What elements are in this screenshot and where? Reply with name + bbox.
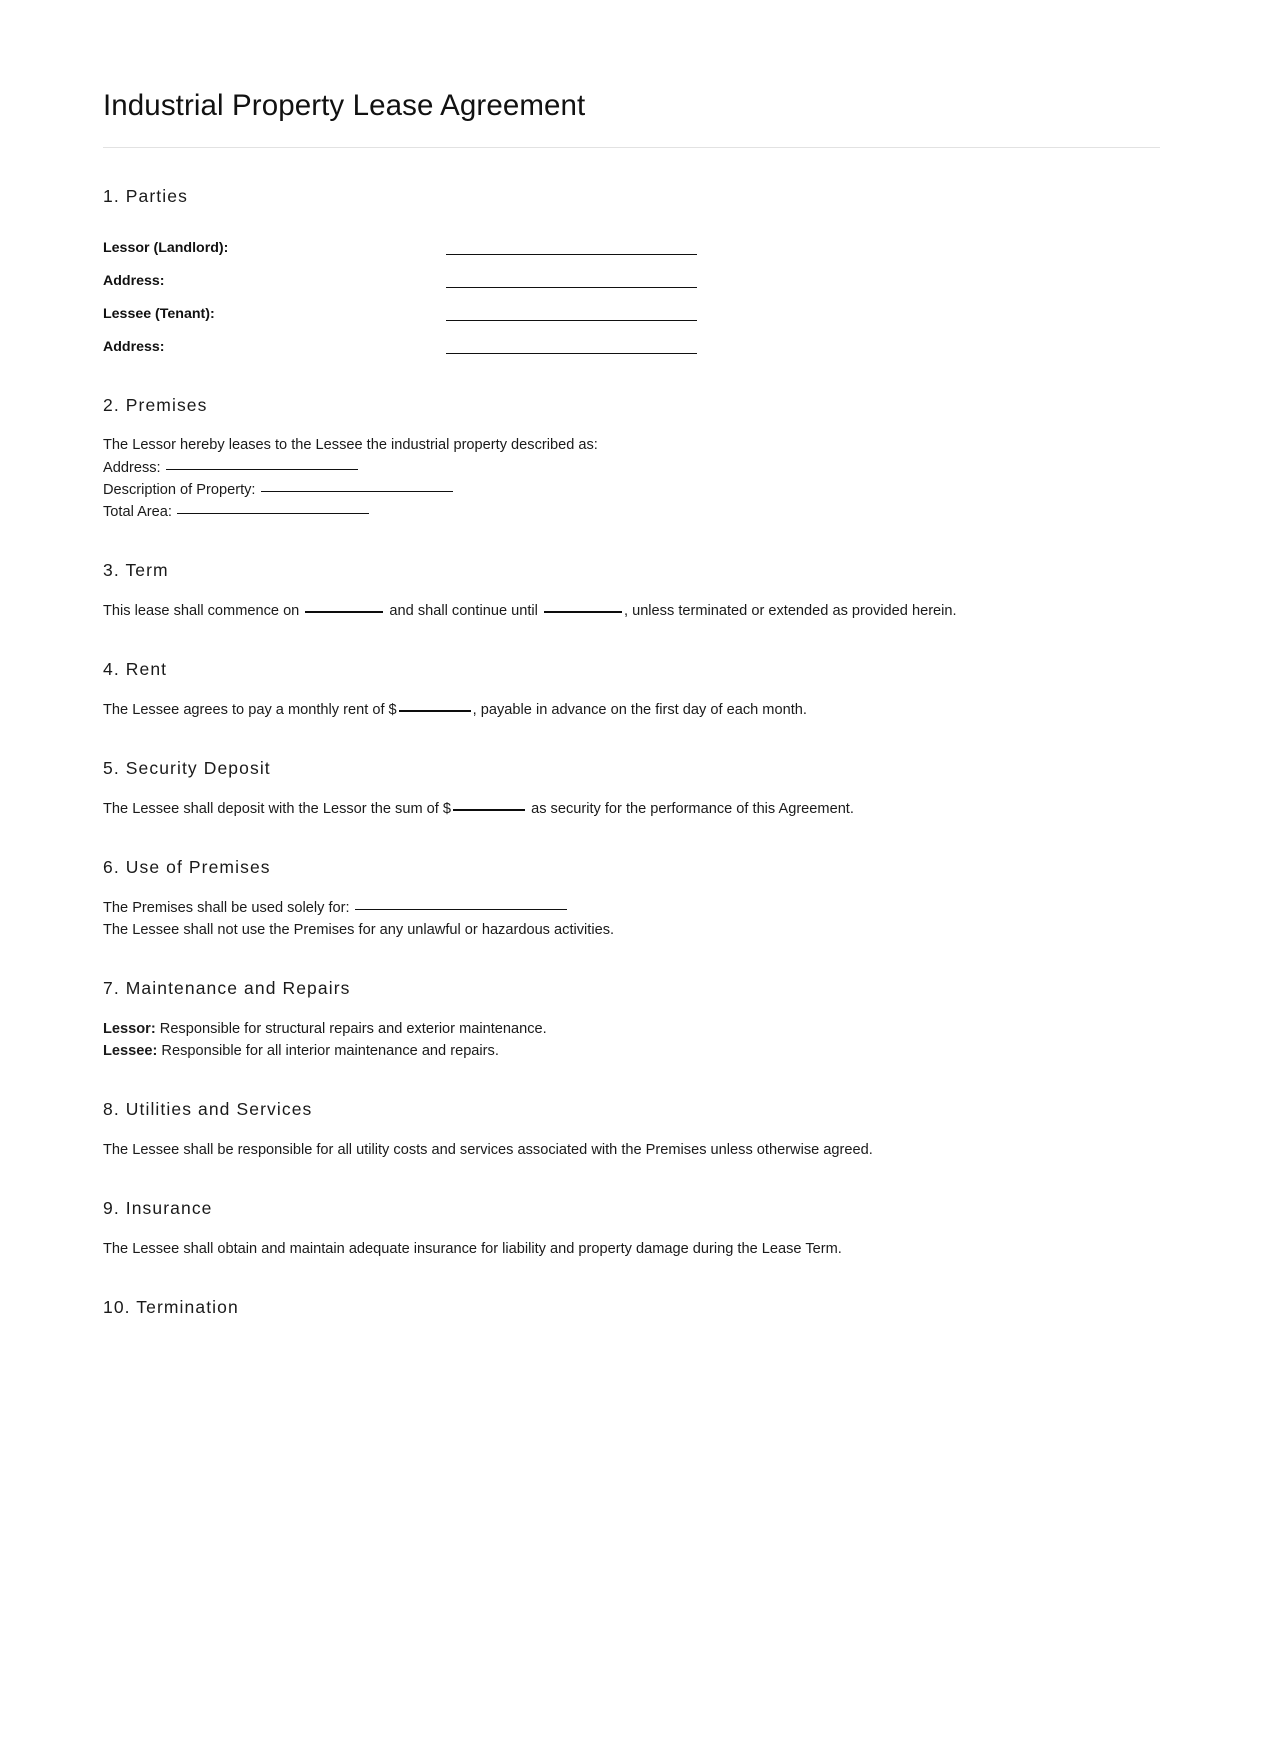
lessee-tenant-label: Lessee (Tenant): xyxy=(103,305,215,322)
blank-rule xyxy=(446,254,697,255)
term-text-a: This lease shall commence on xyxy=(103,602,300,619)
section-parties xyxy=(103,185,1160,358)
term-text xyxy=(103,600,1160,622)
section-heading-termination: 10. Termination xyxy=(103,1296,239,1317)
term-end-date-blank[interactable] xyxy=(544,611,622,613)
document-body xyxy=(103,88,1160,1319)
table-row xyxy=(103,292,697,325)
use-of-premises-restriction: The Lessee shall not use the Premises for any unlawful or hazardous activities. xyxy=(103,921,615,938)
use-of-premises-blank[interactable] xyxy=(355,909,567,910)
security-deposit-text-b: as security for the performance of this Agreement. xyxy=(531,800,854,817)
premises-area-label: Total Area: xyxy=(103,503,172,520)
security-deposit-text xyxy=(103,798,1160,820)
security-deposit-text-a: The Lessee shall deposit with the Lessor the sum of $ xyxy=(103,800,452,817)
table-row xyxy=(103,259,697,292)
premises-intro: The Lessor hereby leases to the Lessee the industrial property described as: xyxy=(103,437,598,454)
table-row xyxy=(103,325,697,358)
lessee-address-field[interactable] xyxy=(446,325,697,358)
premises-area-line xyxy=(103,501,1160,523)
section-utilities-and-services xyxy=(103,1098,1160,1161)
section-maintenance-and-repairs xyxy=(103,977,1160,1062)
section-heading-term: 3. Term xyxy=(103,560,169,581)
use-of-premises-label: The Premises shall be used solely for: xyxy=(103,899,350,916)
section-heading-parties: 1. Parties xyxy=(103,185,188,206)
lessee-address-label: Address: xyxy=(103,338,165,355)
lessor-landlord-label: Lessor (Landlord): xyxy=(103,239,229,256)
premises-description-line xyxy=(103,479,1160,501)
section-heading-rent: 4. Rent xyxy=(103,658,168,679)
section-premises xyxy=(103,394,1160,523)
section-term xyxy=(103,559,1160,622)
blank-rule xyxy=(446,320,697,321)
section-heading-use-of-premises: 6. Use of Premises xyxy=(103,856,271,877)
lessor-landlord-field[interactable] xyxy=(446,226,697,259)
section-use-of-premises xyxy=(103,856,1160,941)
section-security-deposit xyxy=(103,757,1160,820)
section-termination xyxy=(103,1296,1160,1319)
use-of-premises-line xyxy=(103,897,1160,919)
section-insurance xyxy=(103,1197,1160,1260)
section-heading-security-deposit: 5. Security Deposit xyxy=(103,757,271,778)
premises-description-label: Description of Property: xyxy=(103,481,256,498)
maintenance-lessor-label: Lessor: xyxy=(103,1020,156,1037)
premises-address-blank[interactable] xyxy=(166,469,358,470)
lessee-tenant-field[interactable] xyxy=(446,292,697,325)
rent-text-a: The Lessee agrees to pay a monthly rent of $ xyxy=(103,701,397,718)
rent-text xyxy=(103,699,1160,721)
parties-table xyxy=(103,226,697,358)
lessor-address-field[interactable] xyxy=(446,259,697,292)
section-heading-premises: 2. Premises xyxy=(103,394,208,415)
blank-rule xyxy=(446,287,697,288)
premises-address-line xyxy=(103,457,1160,479)
section-heading-insurance: 9. Insurance xyxy=(103,1197,213,1218)
premises-address-label: Address: xyxy=(103,459,161,476)
lessor-address-label: Address: xyxy=(103,272,165,289)
term-text-b: and shall continue until xyxy=(389,602,538,619)
term-text-c: , unless terminated or extended as provided herein. xyxy=(623,602,957,619)
term-commence-date-blank[interactable] xyxy=(305,611,383,613)
section-heading-maintenance-and-repairs: 7. Maintenance and Repairs xyxy=(103,977,351,998)
rent-text-b: , payable in advance on the first day of each month. xyxy=(472,701,807,718)
maintenance-lessee-line xyxy=(103,1040,1160,1062)
maintenance-lessor-line xyxy=(103,1018,1160,1040)
blank-rule xyxy=(446,353,697,354)
premises-area-blank[interactable] xyxy=(177,513,369,514)
section-rent xyxy=(103,658,1160,721)
utilities-and-services-text: The Lessee shall be responsible for all utility costs and services associated with the Premises unless otherwise agreed. xyxy=(103,1141,873,1158)
page-title: Industrial Property Lease Agreement xyxy=(103,89,586,122)
maintenance-lessee-text: Responsible for all interior maintenance and repairs. xyxy=(161,1042,499,1059)
maintenance-lessee-label: Lessee: xyxy=(103,1042,158,1059)
insurance-text: The Lessee shall obtain and maintain adequate insurance for liability and property damage during the Lease Term. xyxy=(103,1240,842,1257)
table-row xyxy=(103,226,697,259)
premises-description-blank[interactable] xyxy=(261,491,453,492)
security-deposit-amount-blank[interactable] xyxy=(453,809,525,811)
section-heading-utilities-and-services: 8. Utilities and Services xyxy=(103,1099,313,1120)
rent-amount-blank[interactable] xyxy=(399,710,471,712)
maintenance-lessor-text: Responsible for structural repairs and exterior maintenance. xyxy=(159,1020,547,1037)
